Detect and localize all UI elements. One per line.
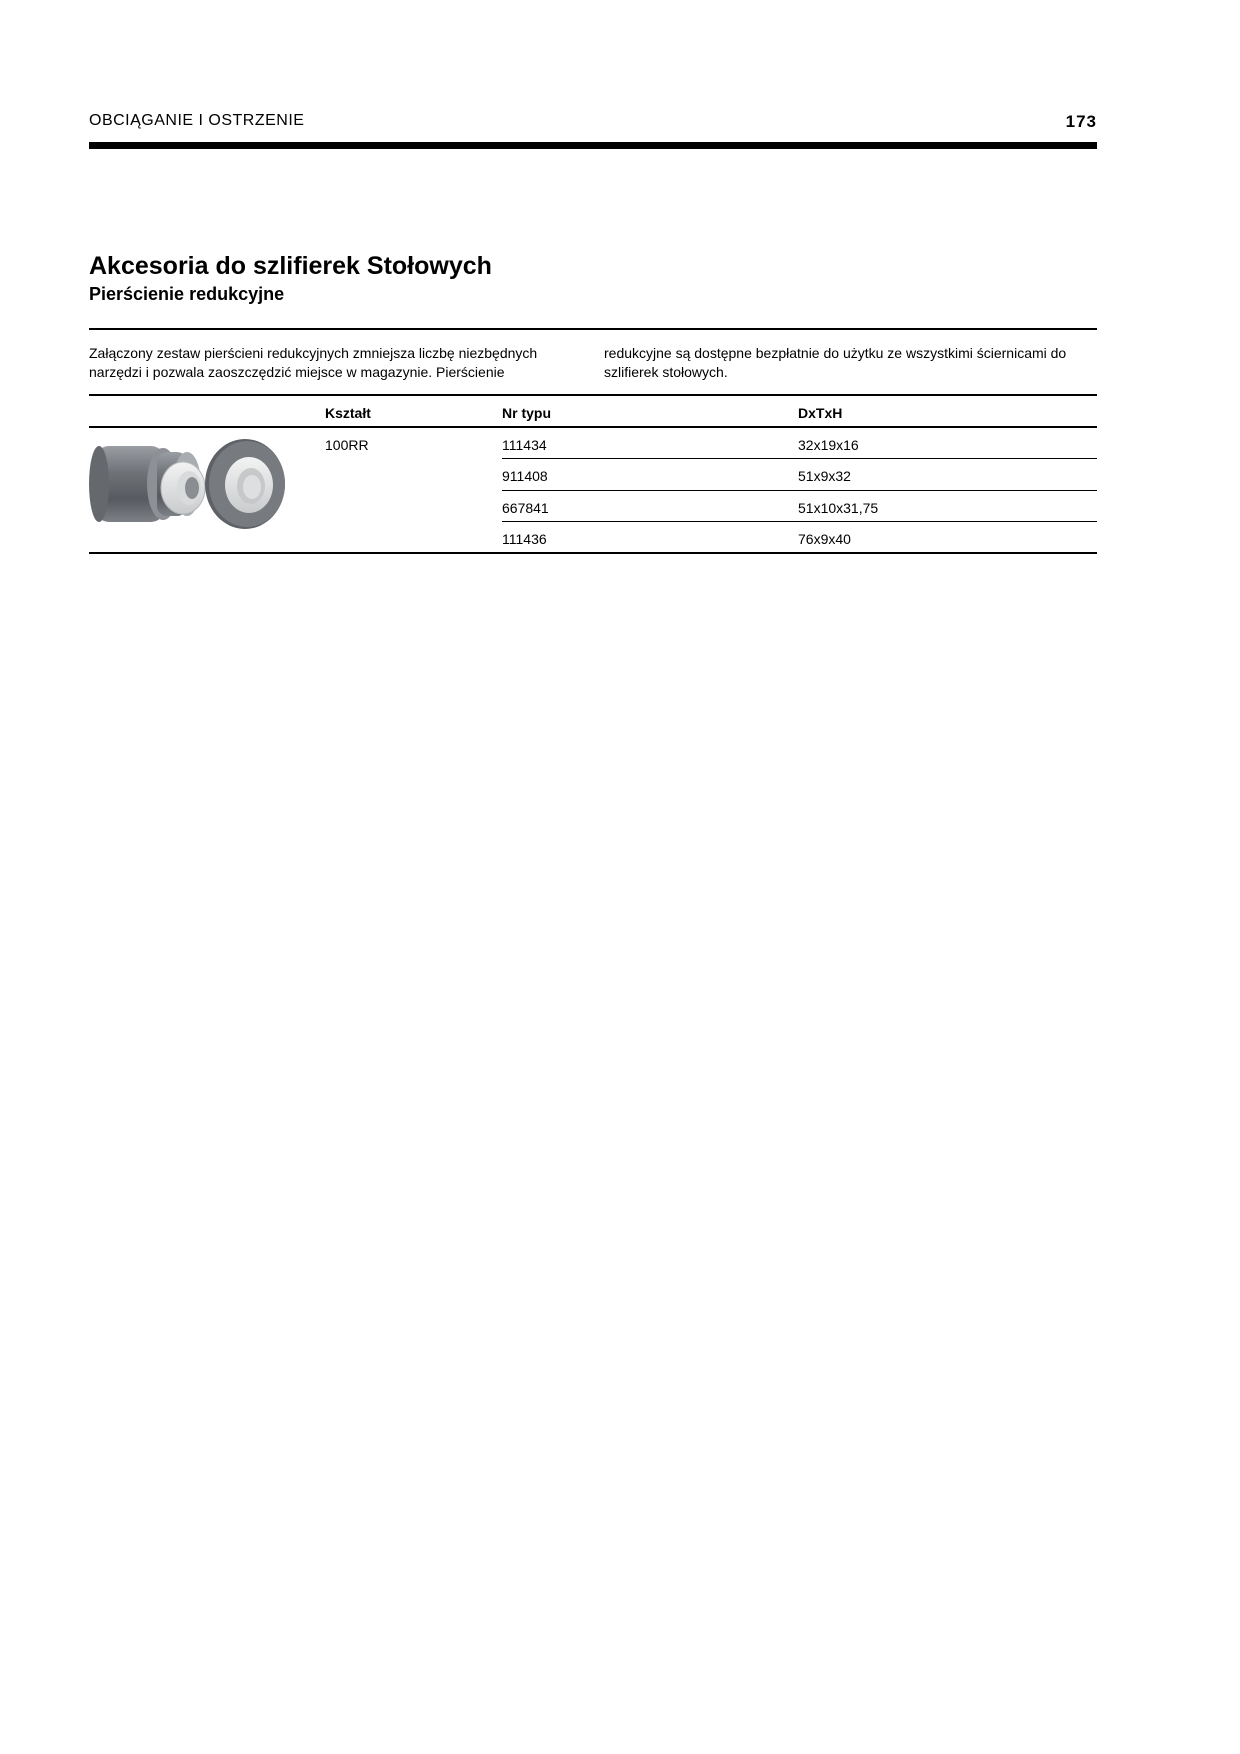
- table-row-dims: 51x9x32: [798, 468, 851, 484]
- table-row-type-no: 111434: [502, 437, 547, 453]
- col-header-type-no: Nr typu: [502, 405, 551, 421]
- table-row-type-no: 667841: [502, 500, 549, 516]
- intro-text-col2: redukcyjne są dostępne bezpłatnie do użytku ze wszystkimi ściernicami do szlifierek stołowych.: [604, 345, 1067, 380]
- page-number: 173: [1065, 112, 1097, 131]
- row-divider: [502, 490, 1097, 491]
- page-header: [89, 112, 1097, 134]
- table-header-rule: [89, 426, 1097, 428]
- row-divider: [502, 458, 1097, 459]
- reducing-rings-image: [89, 430, 289, 540]
- col-header-shape: Kształt: [325, 405, 371, 421]
- row-divider: [502, 521, 1097, 522]
- table-row-dims: 51x10x31,75: [798, 500, 879, 516]
- table-bottom-rule: [89, 552, 1097, 554]
- col-header-dims: DxTxH: [798, 405, 843, 421]
- page-title: Akcesoria do szlifierek Stołowych: [89, 252, 492, 280]
- intro-top-rule: [89, 328, 1097, 330]
- shape-value: 100RR: [325, 437, 369, 453]
- table-row-dims: 76x9x40: [798, 531, 851, 547]
- header-rule: [89, 142, 1097, 149]
- section-title: OBCIĄGANIE I OSTRZENIE: [89, 112, 305, 129]
- table-row-type-no: 111436: [502, 531, 547, 547]
- table-row-type-no: 911408: [502, 468, 548, 484]
- table-top-rule: [89, 394, 1097, 396]
- page-subtitle: Pierścienie redukcyjne: [89, 284, 285, 304]
- table-row-dims: 32x19x16: [798, 437, 859, 453]
- intro-text-col1: Załączony zestaw pierścieni redukcyjnych zmniejsza liczbę niezbędnych narzędzi i pozwala zaoszczędzić miejsce w magazynie. Pierścienie: [89, 345, 538, 380]
